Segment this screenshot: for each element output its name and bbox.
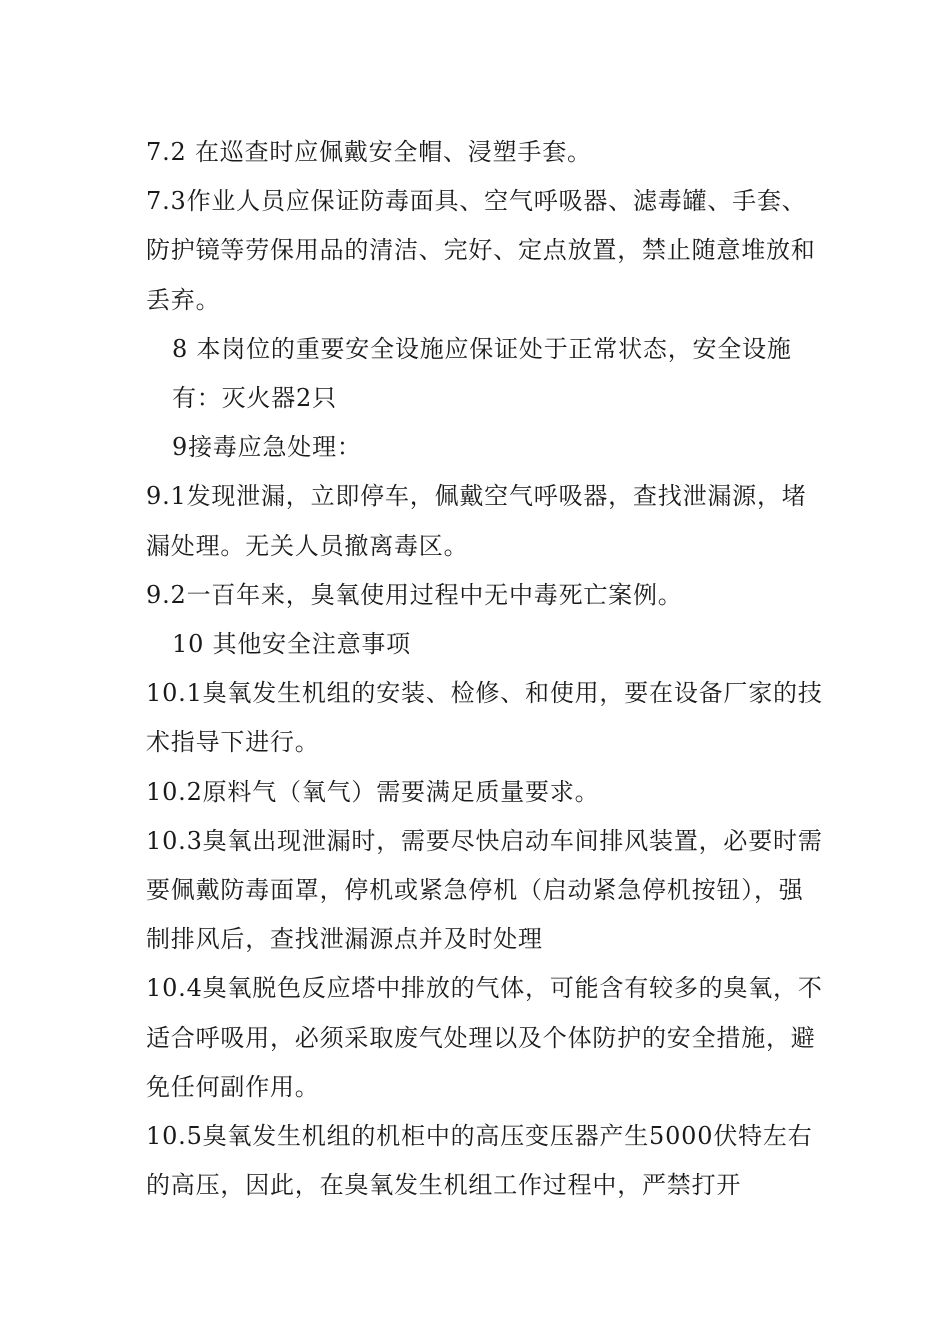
paragraph-10: 10 其他安全注意事项 [172, 630, 411, 659]
paragraph-7-3: 7.3作业人员应保证防毒面具、空气呼吸器、滤毒罐、手套、防护镜等劳保用品的清洁、完好、定点放置，禁止随意堆放和丢弃。 [146, 187, 816, 314]
paragraph-7-2: 7.2 在巡查时应佩戴安全帽、浸塑手套。 [146, 138, 592, 166]
paragraph-10-1: 10.1臭氧发生机组的安装、检修、和使用，要在设备厂家的技术指导下进行。 [146, 679, 823, 757]
paragraph-10-2: 10.2原料气（氧气）需要满足质量要求。 [146, 777, 600, 806]
paragraph-10-4: 10.4臭氧脱色反应塔中排放的气体，可能含有较多的臭氧，不适合呼吸用，必须采取废气处理以及个体防护的安全措施，避免任何副作用。 [146, 974, 823, 1101]
paragraph-8: 8 本岗位的重要安全设施应保证处于正常状态，安全设施有：灭火器2只 [172, 334, 792, 413]
paragraph-9-2: 9.2一百年来，臭氧使用过程中无中毒死亡案例。 [146, 580, 683, 609]
paragraph-10-5: 10.5臭氧发生机组的机柜中的高压变压器产生5000伏特左右的高压，因此，在臭氧发生机组工作过程中，严禁打开 [146, 1122, 813, 1200]
paragraph-9: 9接毒应急处理： [172, 433, 362, 462]
paragraph-10-3: 10.3臭氧出现泄漏时，需要尽快启动车间排风装置，必要时需要佩戴防毒面罩，停机或紧急停机（启动紧急停机按钮），强制排风后，查找泄漏源点并及时处理 [146, 826, 823, 954]
document-body [146, 128, 826, 1210]
paragraph-9-1: 9.1发现泄漏，立即停车，佩戴空气呼吸器，查找泄漏源，堵漏处理。无关人员撤离毒区。 [146, 482, 807, 560]
